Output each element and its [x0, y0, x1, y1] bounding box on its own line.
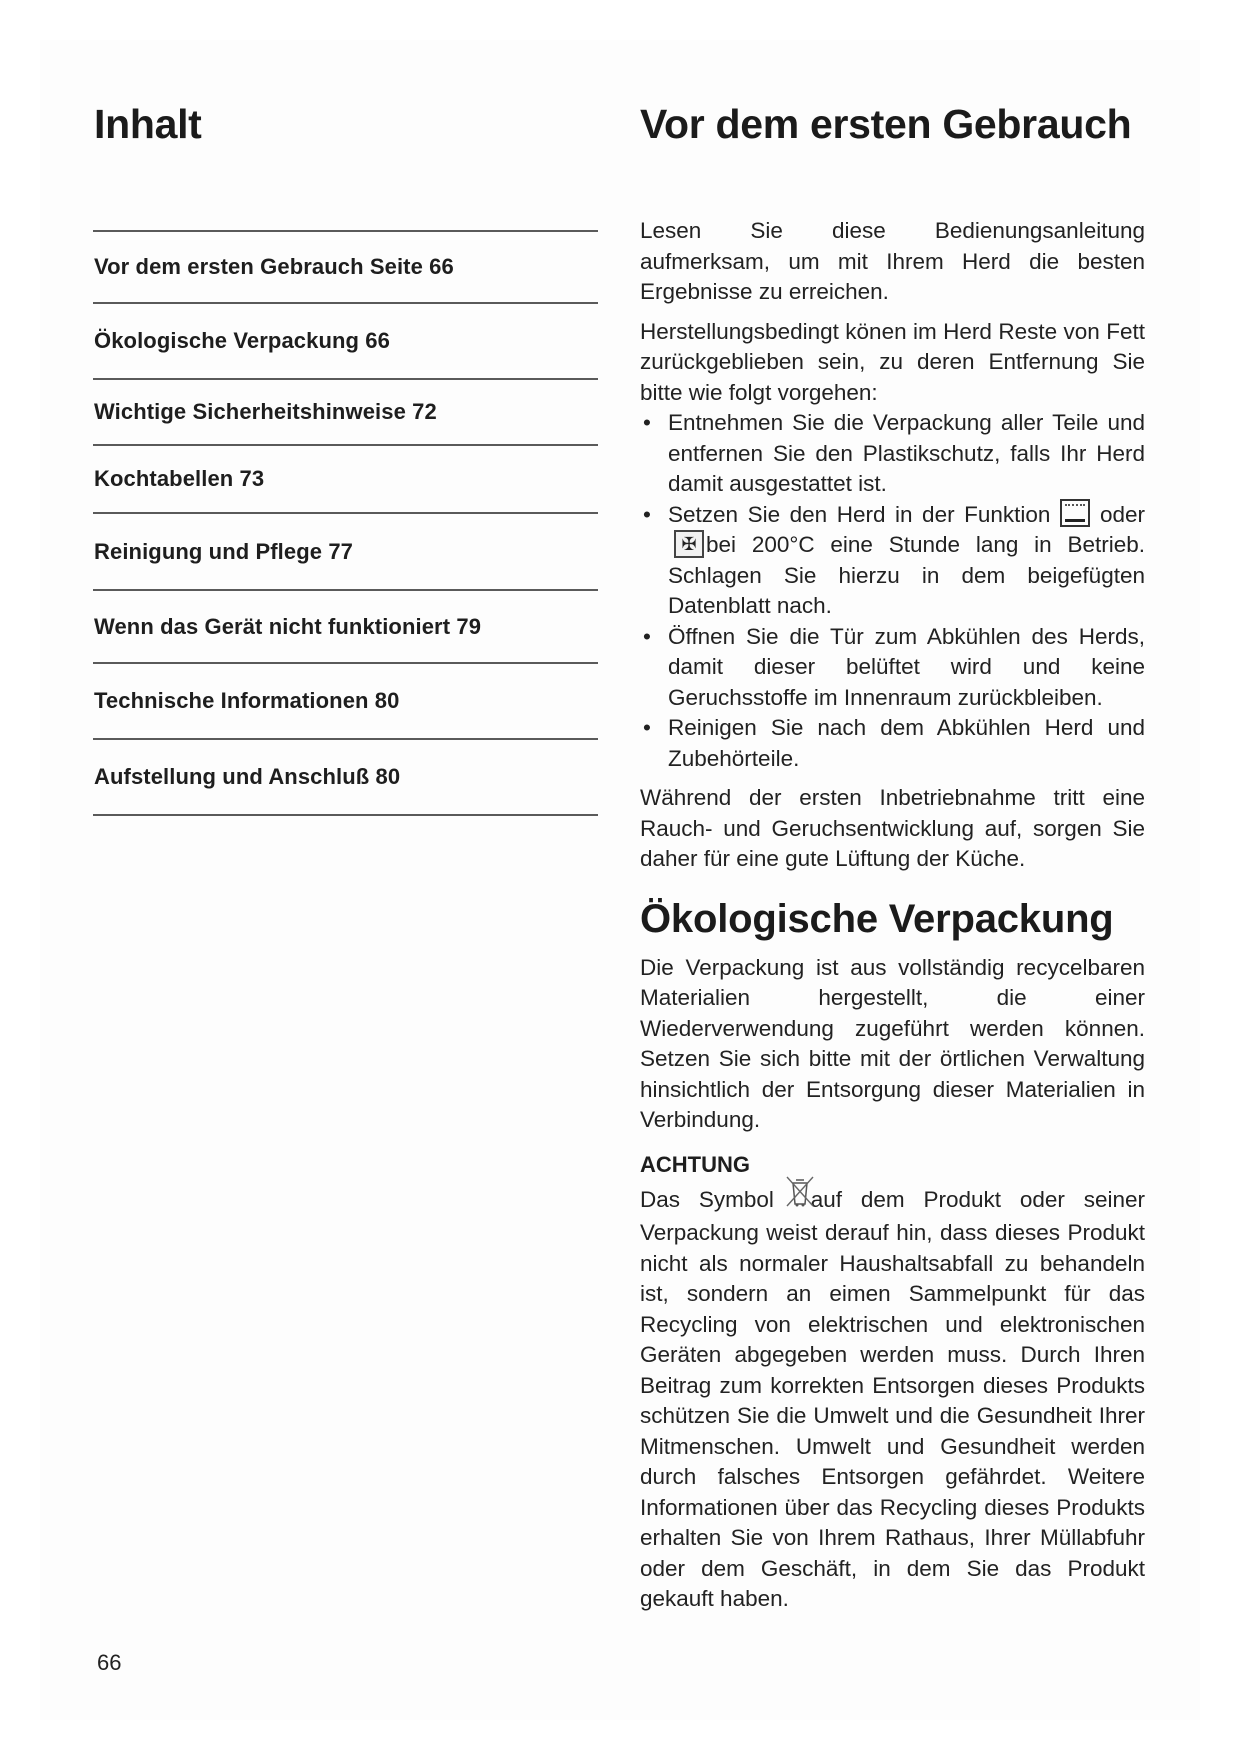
toc-title: Inhalt — [94, 101, 202, 147]
closing-paragraph: Während der ersten Inbetriebnahme tritt eine Rauch- und Geruchsentwicklung auf, sorgen Sie daher für eine gute Lüftung der Küche. — [640, 785, 1145, 871]
section-title-first-use: Vor dem ersten Gebrauch — [640, 101, 1132, 147]
table-of-contents — [93, 230, 598, 816]
toc-item[interactable]: Reinigung und Pflege 77 — [94, 538, 353, 564]
warning-heading: ACHTUNG — [640, 1151, 750, 1177]
packaging-paragraph: Die Verpackung ist aus vollständig recycelbaren Materialien hergestellt, die einer Wiederverwendung zugeführt werden können. Setzen Sie sich bitte mit der örtlichen Verwaltung hinsichtlich der Entsorgung dieser Materialien in Verbindung. — [640, 954, 1145, 1132]
toc-item[interactable]: Aufstellung und Anschluß 80 — [94, 764, 401, 789]
fan-function-icon: ✠ — [674, 530, 704, 558]
toc-divider — [93, 814, 598, 816]
toc-item[interactable]: Wenn das Gerät nicht funktioniert 79 — [94, 613, 482, 639]
toc-item[interactable]: Kochtabellen 73 — [94, 466, 265, 491]
toc-item[interactable]: Technische Informationen 80 — [94, 688, 400, 713]
toc-item[interactable]: Wichtige Sicherheitshinweise 72 — [94, 399, 437, 424]
list-item: • Öffnen Sie die Tür zum Abkühlen des Herds, damit dieser belüftet wird und keine Geruchsstoffe im Innenraum zurückbleiben. — [640, 622, 1145, 714]
toc-item[interactable]: Ökologische Verpackung 66 — [94, 328, 390, 353]
grease-paragraph: Herstellungsbedingt könen im Herd Reste von Fett zurückgeblieben sein, zu deren Entfernung Sie bitte wie folgt vorgehen: — [640, 318, 1145, 405]
section-title-ecological-packaging: Ökologische Verpackung — [640, 896, 1114, 941]
preparation-steps-list — [640, 408, 1145, 774]
weee-crossed-bin-icon — [784, 1174, 816, 1208]
page-number: 66 — [97, 1650, 122, 1675]
list-item: • Entnehmen Sie die Verpackung aller Teile und entfernen Sie den Plastikschutz, falls Ihr Herd damit ausgestattet ist. — [640, 408, 1145, 500]
weee-paragraph: Das Symbol auf dem Produkt oder seiner Verpackung weist derauf hin, dass dieses Produkt nicht als normaler Haushaltsabfall zu behandeln ist, sondern an eimen Sammelpunkt für das Recycling von elektrischen und elektronischen Geräten abgegeben werden muss. Durch Ihren Beitrag zum korrekten Entsorgen dieses Produkts schützen Sie die Umwelt und die Gesundheit Ihrer Mitmenschen. Umwelt und Gesundheit werden durch falsches Entsorgen gefährdet. Weitere Informationen über das Recycling dieses Produkts erhalten Sie von Ihrem Rathaus, Ihrer Müllabfuhr oder dem Geschäft, in dem Sie das Produkt gekauft haben. — [640, 1184, 1145, 1615]
intro-paragraph: Lesen Sie diese Bedienungsanleitung aufmerksam, um mit Ihrem Herd die besten Ergebnisse zu erreichen. — [640, 218, 1145, 304]
list-item: • Reinigen Sie nach dem Abkühlen Herd und Zubehörteile. — [640, 713, 1145, 774]
list-item: • Setzen Sie den Herd in der Funktion oder✠ bei 200°C eine Stunde lang in Betrieb. Schlagen Sie hierzu in dem beigefügten Datenblatt nach. — [640, 500, 1145, 622]
oven-function-icon — [1060, 499, 1090, 527]
toc-item[interactable]: Vor dem ersten Gebrauch Seite 66 — [94, 254, 454, 279]
right-column — [640, 216, 1145, 1615]
